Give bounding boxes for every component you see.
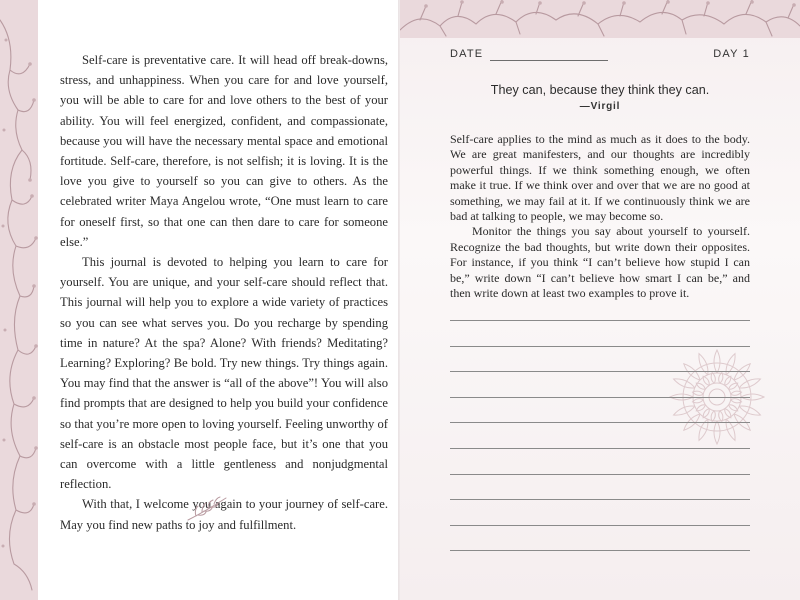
writing-line[interactable] (450, 448, 750, 449)
date-label: DATE (450, 48, 484, 60)
date-row (450, 48, 750, 64)
writing-line[interactable] (450, 525, 750, 526)
intro-paragraph: Self-care is preventative care. It will head off break-downs, stress, and unhappiness. When you care for and love yourself, you will be able to care for and love others to the best of your ability. You will feel energized, confident, and compassionate, because you will have the necessary mental space and emotional fortitude. Self-care, therefore, is not selfish; it is loving. It is the love you give to yourself so you can give to others. As the celebrated writer Maya Angelou wrote, “One must learn to care for oneself first, so that one can then dare to care for someone else.” (60, 53, 388, 249)
top-floral-border (400, 0, 800, 38)
prompt-paragraph: Monitor the things you say about yourself to yourself. Recognize the bad thoughts, but write down their opposites. For instance, if you think “I can’t believe how stupid I can be,” write down “I can’t believe how smart I can be,” and then write down at least two examples to prove it. (450, 224, 750, 301)
left-floral-border (0, 0, 38, 600)
date-field[interactable] (490, 60, 608, 61)
right-page (400, 0, 800, 600)
left-page (38, 0, 400, 600)
quote-author: —Virgil (579, 101, 621, 112)
quote-text: They can, because they think they can. (490, 83, 710, 97)
writing-line[interactable] (450, 397, 750, 398)
leaf-sprig-icon (186, 494, 230, 524)
intro-text (60, 50, 388, 535)
intro-paragraph: This journal is devoted to helping you learn to care for yourself. You are unique, and your self-care should reflect that. This journal will help you to explore a wide variety of practices so you can see what serves you. Do you recharge by spending time in nature? At the spa? Alone? With friends? Meditating? Learning? Exploring? Be bold. Try new things. Try things again. You may find that the answer is “all of the above”! You will also find prompts that are designed to help you build your confidence so that you’re more open to loving yourself. Feeling unworthy of self-care is an obstacle most people face, but it’s one that you can overcome with a little gentleness and nonjudgmental reflection. (60, 255, 388, 492)
branch-pattern-icon (400, 0, 800, 38)
prompt-paragraph: Self-care applies to the mind as much as it does to the body. We are great manifesters, and our thoughts are incredibly powerful things. If we think something enough, we often make it true. If we think over and over that we are no good at something, we may fail at it. If we continuously think we are bad at talking to people, we may become so. (450, 132, 750, 224)
writing-line[interactable] (450, 371, 750, 372)
writing-line[interactable] (450, 346, 750, 347)
writing-line[interactable] (450, 320, 750, 321)
day-label: DAY 1 (713, 48, 750, 60)
writing-line[interactable] (450, 474, 750, 475)
writing-line[interactable] (450, 422, 750, 423)
writing-line[interactable] (450, 550, 750, 551)
journal-prompt (450, 132, 750, 301)
intro-paragraph: With that, I welcome you again to your journey of self-care. May you find new paths to joy and fulfillment. (60, 497, 388, 532)
writing-line[interactable] (450, 499, 750, 500)
branch-pattern-icon (0, 0, 38, 600)
